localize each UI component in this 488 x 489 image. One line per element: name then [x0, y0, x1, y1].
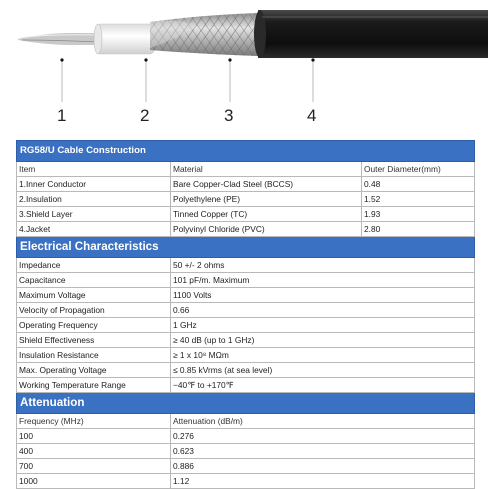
attenuation-frequency: 100: [17, 429, 171, 444]
cable-cross-section-image: [0, 0, 488, 135]
table-row: [17, 318, 475, 333]
construction-material: Polyvinyl Chloride (PVC): [171, 222, 362, 237]
construction-diameter: 1.93: [362, 207, 475, 222]
electrical-property: Operating Frequency: [17, 318, 171, 333]
electrical-property: Max. Operating Voltage: [17, 363, 171, 378]
callout-number-1: 1: [57, 106, 67, 125]
attenuation-value: 0.276: [171, 429, 475, 444]
table-row: [17, 288, 475, 303]
table-row: [17, 192, 475, 207]
attenuation-frequency: 400: [17, 444, 171, 459]
construction-item: 3.Shield Layer: [17, 207, 171, 222]
attenuation-value: 0.623: [171, 444, 475, 459]
attenuation-title: Attenuation: [17, 393, 475, 414]
electrical-property: Maximum Voltage: [17, 288, 171, 303]
table-row: [17, 333, 475, 348]
electrical-property: Capacitance: [17, 273, 171, 288]
table-row: [17, 429, 475, 444]
electrical-value: ≥ 40 dB (up to 1 GHz): [171, 333, 475, 348]
electrical-property: Impedance: [17, 258, 171, 273]
table-row: [17, 273, 475, 288]
table-row: [17, 378, 475, 393]
electrical-property: Velocity of Propagation: [17, 303, 171, 318]
callout-number-3: 3: [224, 106, 234, 125]
electrical-value: ≥ 1 x 10⁸ MΩm: [171, 348, 475, 363]
table-row: [17, 207, 475, 222]
construction-header-row: [17, 162, 475, 177]
electrical-value: 101 pF/m. Maximum: [171, 273, 475, 288]
callout-leader-lines: [62, 60, 313, 102]
attenuation-value: 1.12: [171, 474, 475, 489]
callout-number-4: 4: [307, 106, 317, 125]
attenuation-frequency: 700: [17, 459, 171, 474]
electrical-section-header: [17, 237, 475, 258]
construction-diameter: 2.80: [362, 222, 475, 237]
table-row: [17, 303, 475, 318]
callout-dots: [60, 58, 314, 61]
electrical-value: 50 +/- 2 ohms: [171, 258, 475, 273]
electrical-property: Working Temperature Range: [17, 378, 171, 393]
table-row: [17, 348, 475, 363]
construction-material: Polyethylene (PE): [171, 192, 362, 207]
shield-braid-layer: [150, 13, 262, 56]
table-row: [17, 459, 475, 474]
attenuation-header-row: [17, 414, 475, 429]
construction-title: RG58/U Cable Construction: [17, 141, 475, 162]
callout-number-2: 2: [140, 106, 150, 125]
outer-jacket: [254, 10, 488, 58]
construction-item: 1.Inner Conductor: [17, 177, 171, 192]
table-row: [17, 177, 475, 192]
construction-diameter: 1.52: [362, 192, 475, 207]
column-header-material: Material: [171, 162, 362, 177]
construction-material: Tinned Copper (TC): [171, 207, 362, 222]
table-row: [17, 474, 475, 489]
electrical-property: Shield Effectiveness: [17, 333, 171, 348]
specification-table: [16, 140, 475, 489]
construction-item: 4.Jacket: [17, 222, 171, 237]
electrical-title: Electrical Characteristics: [17, 237, 475, 258]
electrical-value: 1 GHz: [171, 318, 475, 333]
table-row: [17, 444, 475, 459]
construction-diameter: 0.48: [362, 177, 475, 192]
electrical-value: 0.66: [171, 303, 475, 318]
attenuation-frequency: 1000: [17, 474, 171, 489]
electrical-property: Insulation Resistance: [17, 348, 171, 363]
table-row: [17, 222, 475, 237]
table-row: [17, 363, 475, 378]
electrical-value: −40℉ to +170℉: [171, 378, 475, 393]
inner-conductor: [18, 33, 100, 45]
table-row: [17, 258, 475, 273]
electrical-value: ≤ 0.85 kVrms (at sea level): [171, 363, 475, 378]
construction-item: 2.Insulation: [17, 192, 171, 207]
insulation-layer: [94, 24, 154, 54]
column-header-frequency: Frequency (MHz): [17, 414, 171, 429]
attenuation-value: 0.886: [171, 459, 475, 474]
construction-material: Bare Copper-Clad Steel (BCCS): [171, 177, 362, 192]
attenuation-section-header: [17, 393, 475, 414]
construction-section-header: [17, 141, 475, 162]
column-header-item: Item: [17, 162, 171, 177]
electrical-value: 1100 Volts: [171, 288, 475, 303]
column-header-attenuation: Attenuation (dB/m): [171, 414, 475, 429]
column-header-outer-diameter: Outer Diameter(mm): [362, 162, 475, 177]
